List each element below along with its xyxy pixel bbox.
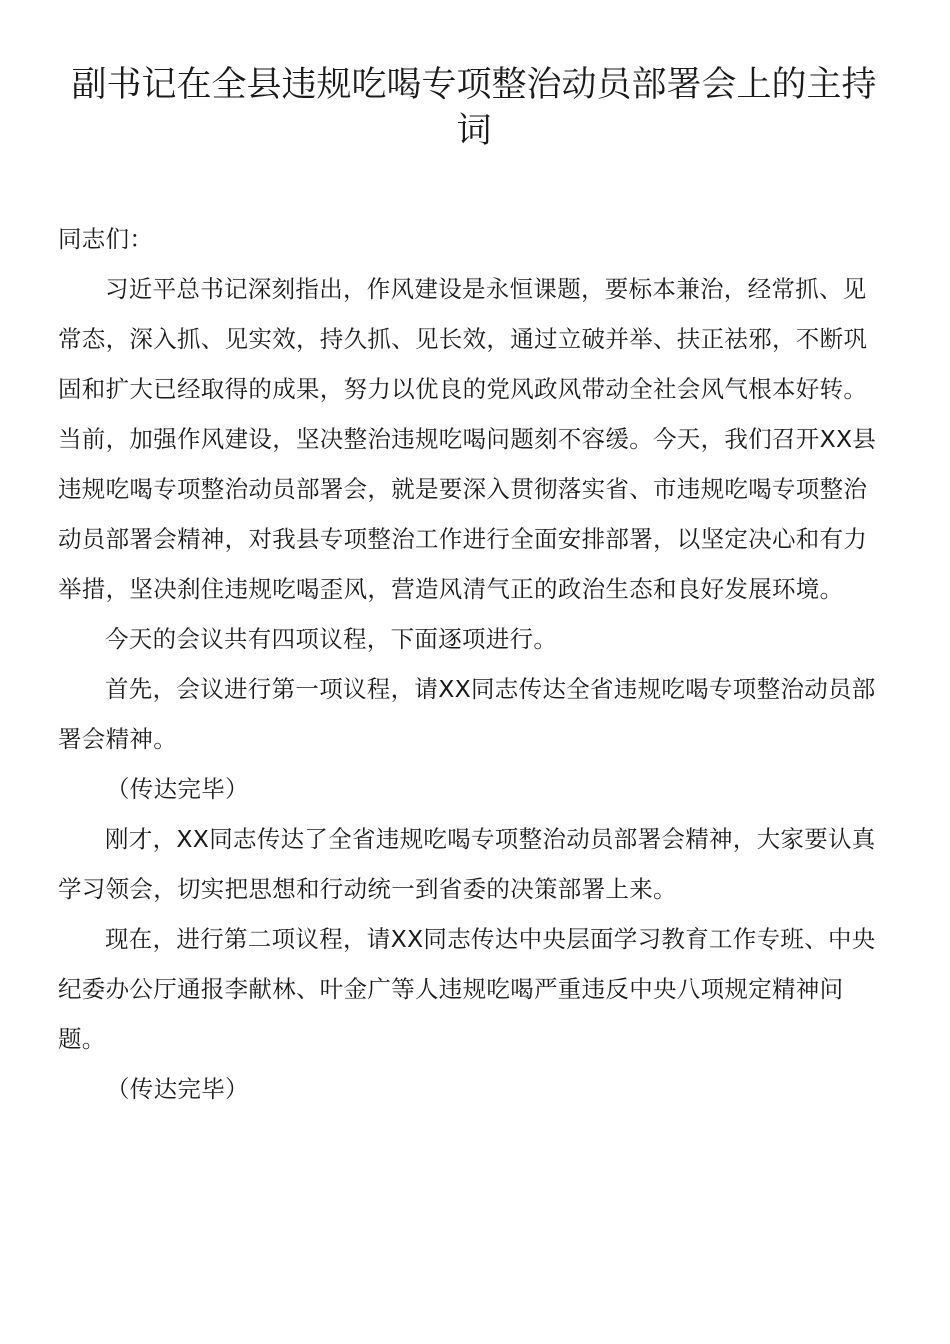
paragraph-3: 首先，会议进行第一项议程，请XX同志传达全省违规吃喝专项整治动员部署会精神。 bbox=[58, 675, 876, 753]
paragraph-1: 习近平总书记深刻指出，作风建设是永恒课题，要标本兼治，经常抓、见常态，深入抓、见实效，持久抓、见长效，通过立破并举、扶正祛邪，不断巩固和扩大已经取得的成果，努力以优良的党风政风带动全社会风气根本好转。当前，加强作风建设，坚决整治违规吃喝问题刻不容缓。今天，我们召开XX县违规吃喝专项整治动员部署会，就是要深入贯彻落实省、市违规吃喝专项整治动员部署会精神，对我县专项整治工作进行全面安排部署，以坚定决心和有力举措，坚决刹住违规吃喝歪风，营造风清气正的政治生态和良好发展环境。 bbox=[58, 275, 877, 603]
document-title: 副书记在全县违规吃喝专项整治动员部署会上的主持词 bbox=[71, 65, 877, 151]
document-body bbox=[58, 214, 890, 1114]
stage-note-2: （传达完毕） bbox=[106, 1075, 249, 1103]
paragraph-4: 刚才，XX同志传达了全省违规吃喝专项整治动员部署会精神，大家要认真学习领会，切实把思想和行动统一到省委的决策部署上来。 bbox=[58, 825, 876, 903]
paragraph-2: 今天的会议共有四项议程，下面逐项进行。 bbox=[105, 625, 558, 653]
paragraph-5: 现在，进行第二项议程，请XX同志传达中央层面学习教育工作专班、中央纪委办公厅通报李献林、叶金广等人违规吃喝严重违反中央八项规定精神问题。 bbox=[58, 925, 876, 1053]
salutation: 同志们： bbox=[58, 225, 154, 253]
stage-note-1: （传达完毕） bbox=[106, 775, 249, 803]
